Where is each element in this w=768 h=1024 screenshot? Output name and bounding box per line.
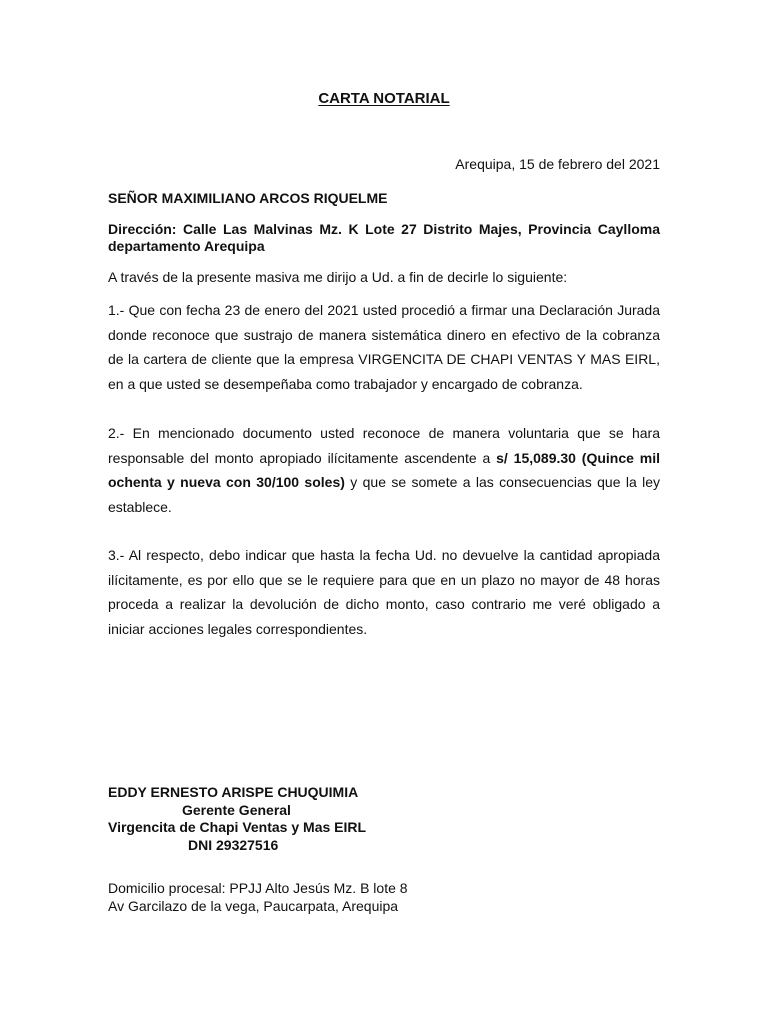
place-date: Arequipa, 15 de febrero del 2021 xyxy=(455,156,660,172)
claimed-amount: s/ 15,089.30 (Quince mil ochenta y nueva con 30/100 soles) xyxy=(108,449,660,490)
signature-block xyxy=(108,784,366,854)
paragraph-2-text-after: y que se somete a las consecuencias que la ley establece. xyxy=(108,474,661,515)
paragraph-3: 3.- Al respecto, debo indicar que hasta la fecha Ud. no devuelve la cantidad apropiada ilícitamente, es por ello que se le requiere para que en un plazo no mayor de 48 horas proceda a realizar la devolución de dicho monto, caso contrario me veré obligado a iniciar acciones legales correspondientes. xyxy=(108,547,660,637)
legal-domicile xyxy=(108,880,408,915)
addressee-address: Dirección: Calle Las Malvinas Mz. K Lote 27 Distrito Majes, Provincia Caylloma departamento Arequipa xyxy=(108,221,660,254)
addressee-name: SEÑOR MAXIMILIANO ARCOS RIQUELME xyxy=(108,190,388,206)
signer-dni: DNI 29327516 xyxy=(188,836,279,853)
letter-title-text: CARTA NOTARIAL xyxy=(318,90,450,107)
paragraph-1: 1.- Que con fecha 23 de enero del 2021 usted procedió a firmar una Declaración Jurada donde reconoce que sustrajo de manera sistemática dinero en efectivo de la cobranza de la cartera de cliente que la empresa VIRGENCITA DE CHAPI VENTAS Y MAS EIRL, en a que usted se desempeñaba como trabajador y encargado de cobranza. xyxy=(108,302,660,392)
paragraph-2-text-before: 2.- En mencionado documento usted reconoce de manera voluntaria que se hara responsable del monto apropiado ilícitamente ascendente a xyxy=(108,425,660,466)
intro-line: A través de la presente masiva me dirijo a Ud. a fin de decirle lo siguiente: xyxy=(108,269,568,285)
legal-domicile-line-2: Av Garcilazo de la vega, Paucarpata, Arequipa xyxy=(108,897,399,914)
letter-title xyxy=(0,90,768,107)
legal-domicile-line-1: Domicilio procesal: PPJJ Alto Jesús Mz. B lote 8 xyxy=(108,880,408,896)
signer-position: Gerente General xyxy=(182,801,291,818)
signer-company: Virgencita de Chapi Ventas y Mas EIRL xyxy=(108,819,367,835)
signer-name: EDDY ERNESTO ARISPE CHUQUIMIA xyxy=(108,784,359,800)
paragraph-2 xyxy=(108,421,660,519)
